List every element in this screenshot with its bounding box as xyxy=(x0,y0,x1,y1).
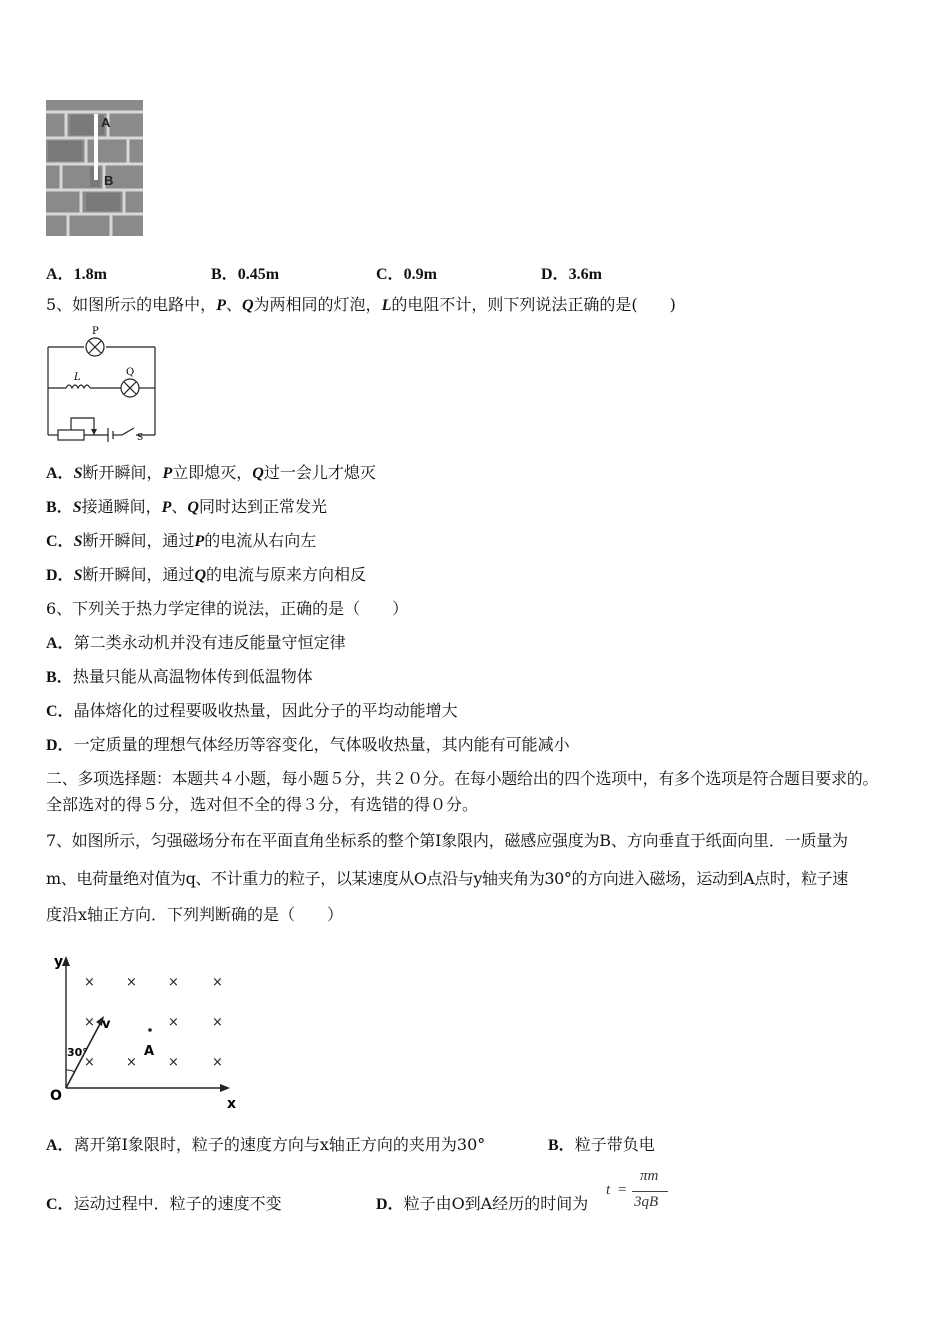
q7-stem-line1: 7、如图所示，匀强磁场分布在平面直角坐标系的整个第Ⅰ象限内，磁感应强度为B、方向垂直于纸面向里．一质量为 xyxy=(46,831,848,850)
field-mark: × xyxy=(84,1015,95,1030)
q6-option-a: A．第二类永动机并没有违反能量守恒定律 xyxy=(46,633,346,652)
point-a xyxy=(148,1028,152,1032)
section2-line2: 全部选对的得５分，选对但不全的得３分，有选错的得０分。 xyxy=(46,795,479,814)
time-formula: t = πm 3qB xyxy=(604,1168,674,1218)
axis-y-label: y xyxy=(54,954,64,970)
field-mark: × xyxy=(84,975,95,990)
q7-stem-line2: m、电荷量绝对值为q、不计重力的粒子，以某速度从O点沿与y轴夹角为30°的方向进入磁场，运动到A点时，粒子速 xyxy=(46,869,848,888)
brick-wall-photo xyxy=(46,100,143,236)
circuit-label-l: L xyxy=(74,372,81,383)
q7-option-a: A．离开第Ⅰ象限时，粒子的速度方向与x轴正方向的夹用为30° xyxy=(46,1135,486,1154)
q5-stem: 5、如图所示的电路中，P、Q为两相同的灯泡，L的电阻不计，则下列说法正确的是( ) xyxy=(46,295,676,314)
field-mark: × xyxy=(212,1055,223,1070)
q5-option-b: B．S接通瞬间，P、Q同时达到正常发光 xyxy=(46,497,327,516)
circuit-label-s: S xyxy=(137,433,144,443)
axis-x-label: x xyxy=(227,1096,237,1112)
q6-option-b: B．热量只能从高温物体传到低温物体 xyxy=(46,667,313,686)
q4-option-c: C．0.9m xyxy=(376,266,437,283)
point-a-label: A xyxy=(144,1044,155,1059)
field-mark: × xyxy=(168,1015,179,1030)
q6-option-d: D．一定质量的理想气体经历等容变化，气体吸收热量，其内能有可能减小 xyxy=(46,735,570,754)
circuit-diagram xyxy=(44,322,160,444)
q5-option-d: D．S断开瞬间，通过Q的电流与原来方向相反 xyxy=(46,565,367,584)
circuit-label-q: Q xyxy=(126,367,135,378)
q7-stem-line3: 度沿x轴正方向．下列判断确的是（ ） xyxy=(46,905,344,924)
q5-option-c: C．S断开瞬间，通过P的电流从右向左 xyxy=(46,531,317,550)
q4-option-d: D．3.6m xyxy=(541,266,602,283)
origin-label: O xyxy=(50,1088,62,1104)
field-mark: × xyxy=(212,1015,223,1030)
section2-line1: 二、多项选择题：本题共４小题，每小题５分，共２０分。在每小题给出的四个选项中，有多个选项是符合题目要求的。 xyxy=(46,769,879,788)
field-mark: × xyxy=(168,1055,179,1070)
q7-option-b: B．粒子带负电 xyxy=(548,1135,655,1154)
q4-option-a: A．1.8m xyxy=(46,266,107,283)
field-mark: × xyxy=(212,975,223,990)
magnetic-field-figure xyxy=(44,948,244,1114)
field-mark: × xyxy=(126,975,137,990)
q4-option-b: B．0.45m xyxy=(211,266,280,283)
photo-label-b: B xyxy=(104,173,114,188)
velocity-label: v xyxy=(102,1017,111,1032)
circuit-label-p: P xyxy=(92,326,99,337)
field-mark: × xyxy=(126,1055,137,1070)
q7-option-d: D．粒子由O到A经历的时间为 xyxy=(376,1194,589,1213)
q6-stem: 6、下列关于热力学定律的说法，正确的是（ ） xyxy=(46,599,409,618)
q7-option-c: C．运动过程中．粒子的速度不变 xyxy=(46,1194,282,1213)
angle-label: 30° xyxy=(67,1046,88,1059)
photo-label-a: A xyxy=(101,115,111,130)
field-mark: × xyxy=(84,1055,95,1070)
q5-option-a: A．S断开瞬间，P立即熄灭，Q过一会儿才熄灭 xyxy=(46,463,376,482)
q6-option-c: C．晶体熔化的过程要吸收热量，因此分子的平均动能增大 xyxy=(46,701,458,720)
field-mark: × xyxy=(168,975,179,990)
